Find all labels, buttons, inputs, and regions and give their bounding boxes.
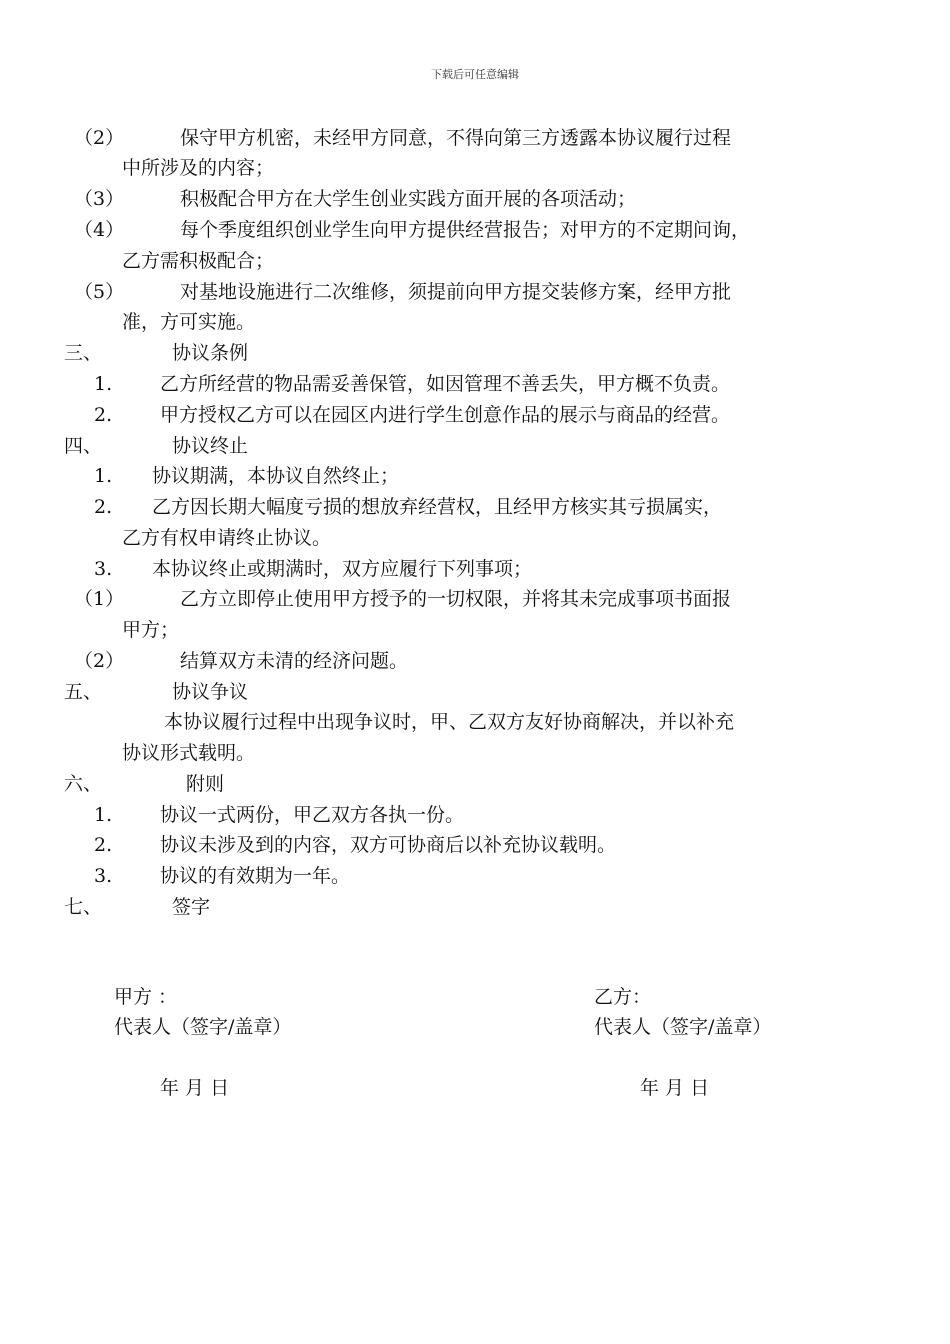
text-line <box>94 496 722 518</box>
text-line <box>122 619 179 641</box>
line-text: 每个季度组织创业学生向甲方提供经营报告；对甲方的不定期问询， <box>180 219 751 241</box>
line-text: 本协议履行过程中出现争议时，甲、乙双方友好协商解决，并以补充 <box>164 711 735 733</box>
list-marker: 三、 <box>64 342 103 364</box>
line-text: 协议未涉及到的内容，双方可协商后以补充协议载明。 <box>160 834 617 856</box>
list-marker: 2. <box>94 834 113 856</box>
text-line <box>94 465 399 487</box>
line-text: 结算双方未清的经济问题。 <box>180 650 409 672</box>
text-line <box>122 157 274 179</box>
line-text: 乙方因长期大幅度亏损的想放弃经营权，且经甲方核实其亏损属实， <box>152 496 723 518</box>
line-text: 乙方需积极配合； <box>122 250 275 272</box>
text-line <box>74 188 636 210</box>
text-line <box>160 1077 229 1099</box>
text-line <box>164 711 734 733</box>
text-line <box>64 773 224 795</box>
list-marker: 1. <box>94 804 113 826</box>
line-text: 积极配合甲方在大学生创业实践方面开展的各项活动； <box>180 188 637 210</box>
text-line <box>74 588 731 610</box>
line-text: 协议争议 <box>172 681 249 703</box>
text-line <box>94 804 464 826</box>
list-marker: （1） <box>74 588 125 610</box>
text-line <box>74 219 750 241</box>
line-text: 甲方 ： <box>114 986 178 1008</box>
list-marker: 2. <box>94 404 113 426</box>
text-line <box>94 404 730 426</box>
line-text: 协议形式载明。 <box>122 742 256 764</box>
text-line <box>94 865 350 887</box>
list-marker: 四、 <box>64 435 103 457</box>
line-text: 代表人（签字/盖章） <box>594 1016 772 1038</box>
line-text: 乙方立即停止使用甲方授予的一切权限，并将其未完成事项书面报 <box>180 588 732 610</box>
list-marker: （5） <box>74 281 125 303</box>
list-marker: 3. <box>94 558 113 580</box>
text-line <box>640 1077 709 1099</box>
list-marker: （4） <box>74 219 125 241</box>
line-text: 协议条例 <box>172 342 249 364</box>
text-line <box>64 435 248 457</box>
line-text: 准，方可实施。 <box>122 311 256 333</box>
line-text: 年 月 日 <box>160 1077 230 1099</box>
text-line <box>114 1016 291 1038</box>
text-line <box>64 681 248 703</box>
list-marker: 六、 <box>64 773 103 795</box>
list-marker: 七、 <box>64 896 103 918</box>
list-marker: 1. <box>94 373 113 395</box>
line-text: 协议的有效期为一年。 <box>160 865 351 887</box>
list-marker: （2） <box>74 127 125 149</box>
text-line <box>122 742 255 764</box>
line-text: 年 月 日 <box>640 1077 710 1099</box>
text-line <box>74 127 731 149</box>
line-text: 乙方： <box>594 986 652 1008</box>
line-text: 对基地设施进行二次维修，须提前向甲方提交装修方案，经甲方批 <box>180 281 732 303</box>
list-marker: （2） <box>74 650 125 672</box>
list-marker: 2. <box>94 496 113 518</box>
list-marker: 3. <box>94 865 113 887</box>
text-line <box>94 373 730 395</box>
list-marker: （3） <box>74 188 125 210</box>
text-line <box>74 281 731 303</box>
line-text: 附则 <box>186 773 225 795</box>
line-text: 甲方授权乙方可以在园区内进行学生创意作品的展示与商品的经营。 <box>160 404 731 426</box>
text-line <box>64 896 210 918</box>
page-header: 下载后可任意编辑 <box>431 68 519 81</box>
line-text: 协议期满，本协议自然终止； <box>152 465 400 487</box>
text-line <box>74 650 408 672</box>
text-line <box>64 342 248 364</box>
line-text: 签字 <box>172 896 211 918</box>
text-line <box>114 986 177 1008</box>
text-line <box>594 986 651 1008</box>
line-text: 甲方； <box>122 619 180 641</box>
list-marker: 1. <box>94 465 113 487</box>
line-text: 保守甲方机密，未经甲方同意，不得向第三方透露本协议履行过程 <box>180 127 732 149</box>
line-text: 协议一式两份，甲乙双方各执一份。 <box>160 804 465 826</box>
line-text: 中所涉及的内容； <box>122 157 275 179</box>
line-text: 乙方有权申请终止协议。 <box>122 527 332 549</box>
text-line <box>122 250 274 272</box>
text-line <box>94 558 532 580</box>
text-line <box>122 311 255 333</box>
line-text: 乙方所经营的物品需妥善保管，如因管理不善丢失，甲方概不负责。 <box>160 373 731 395</box>
line-text: 协议终止 <box>172 435 249 457</box>
text-line <box>122 527 331 549</box>
line-text: 本协议终止或期满时，双方应履行下列事项； <box>152 558 533 580</box>
list-marker: 五、 <box>64 681 103 703</box>
text-line <box>94 834 616 856</box>
text-line <box>594 1016 771 1038</box>
line-text: 代表人（签字/盖章） <box>114 1016 292 1038</box>
